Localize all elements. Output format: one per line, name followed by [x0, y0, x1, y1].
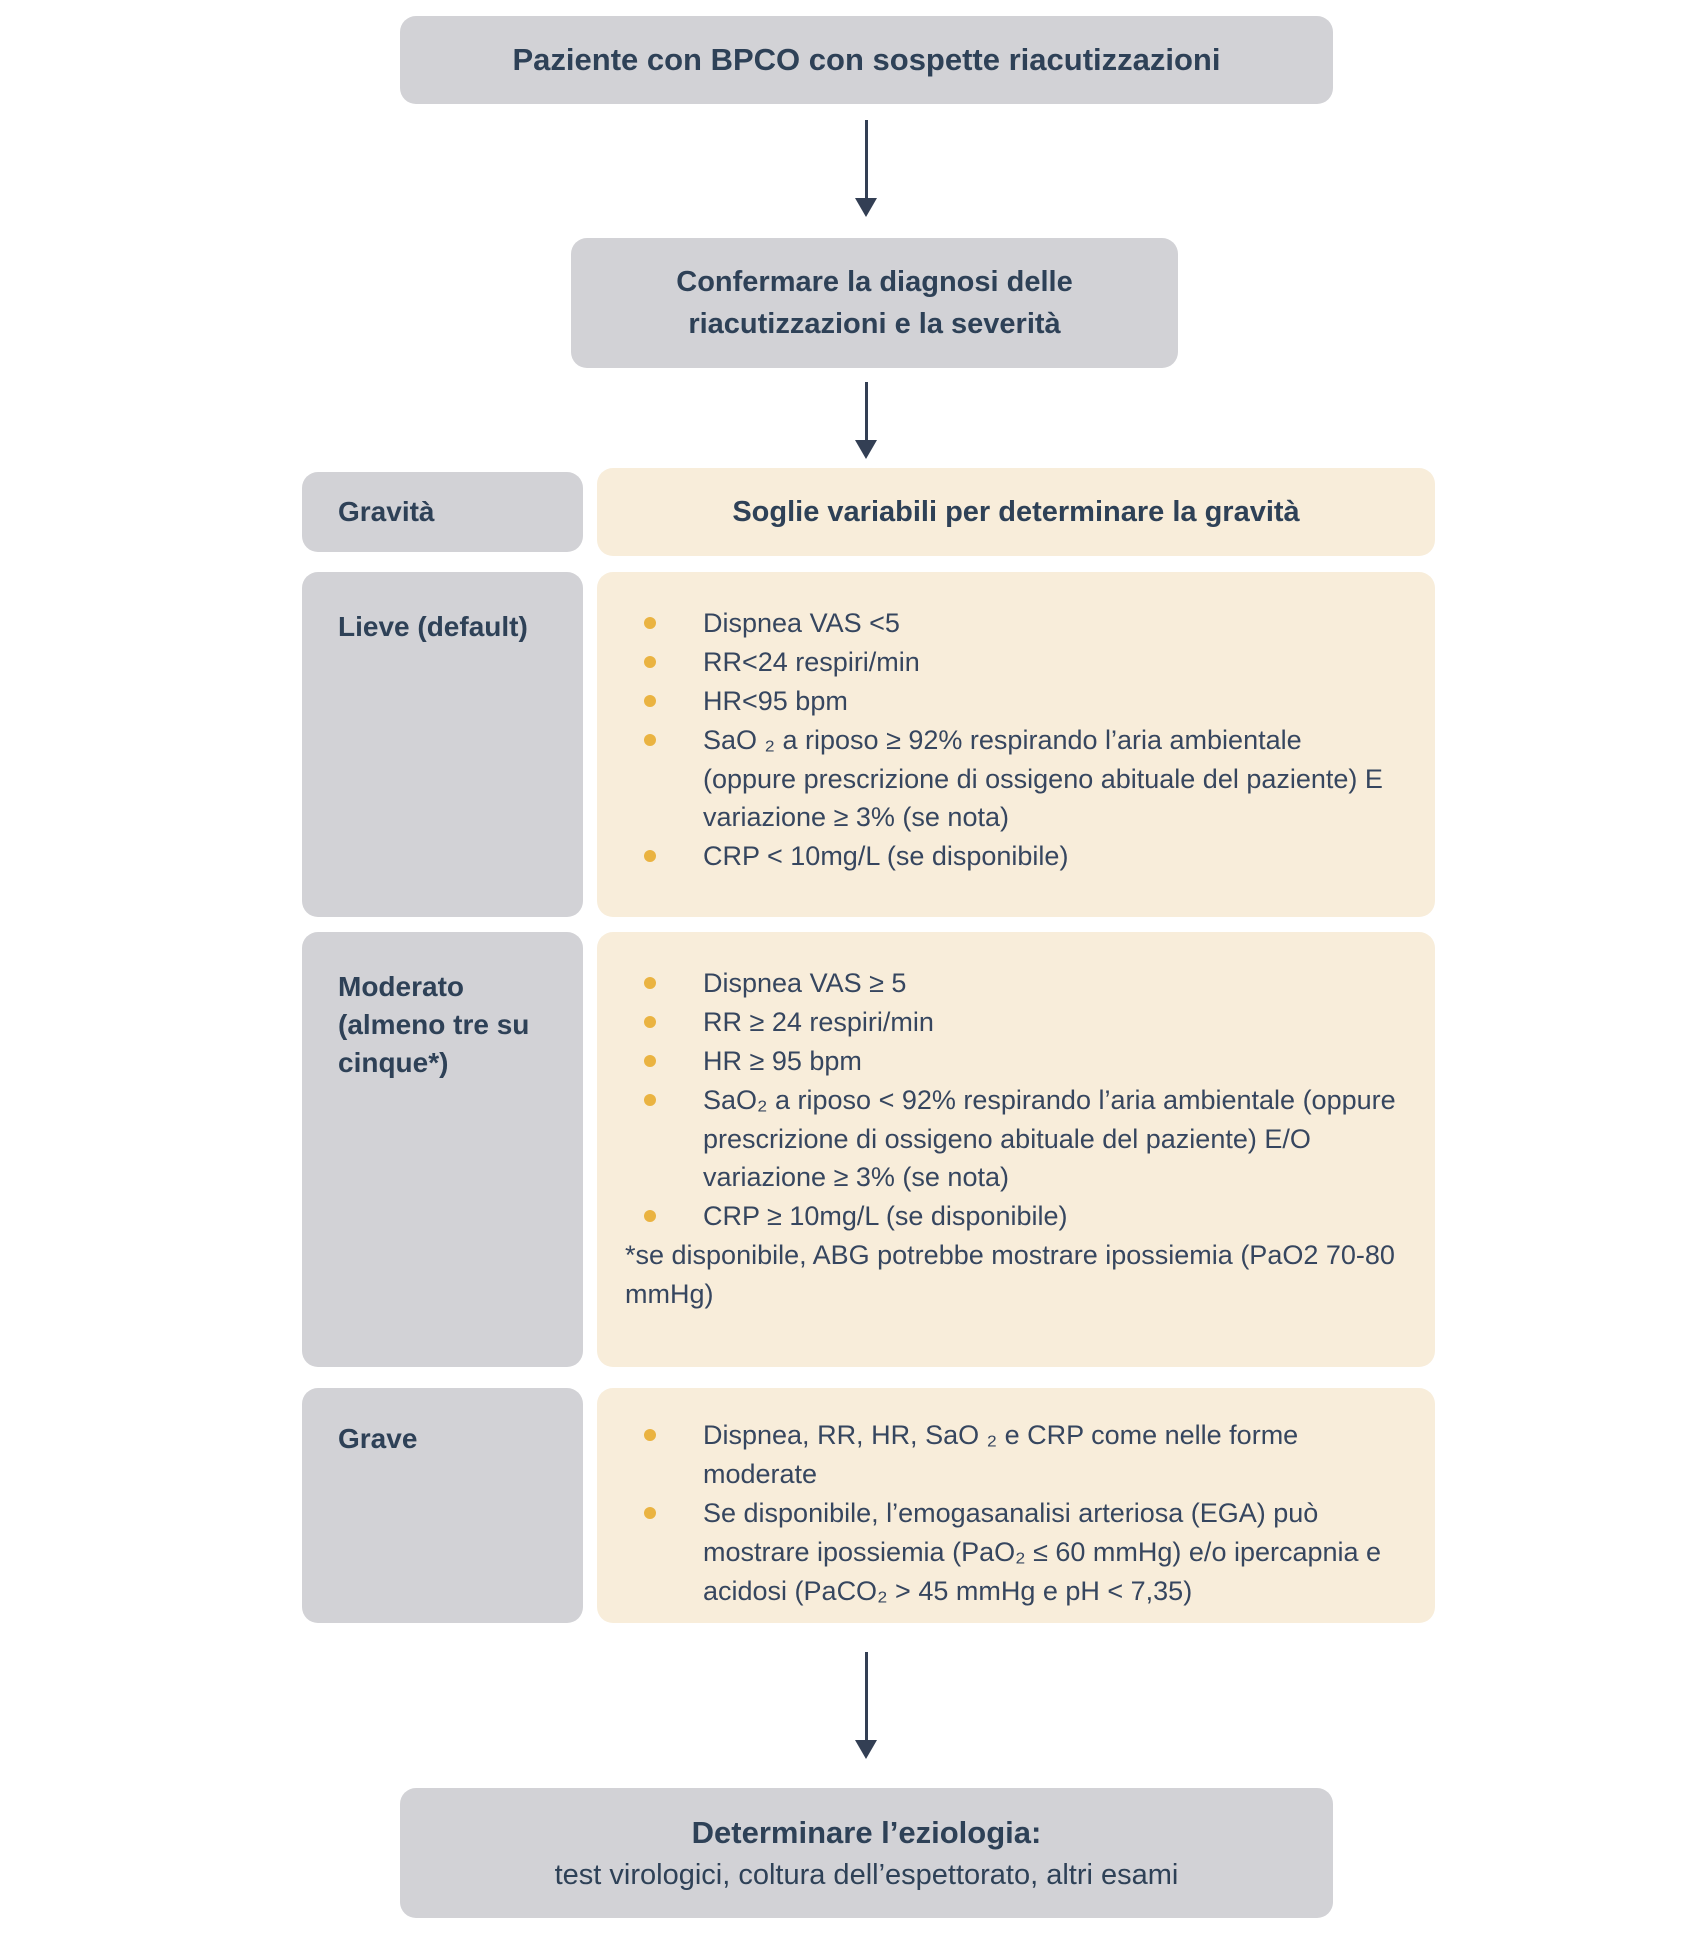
bullet-text: RR ≥ 24 respiri/min	[703, 1006, 934, 1037]
bullet-item	[597, 1416, 1397, 1494]
bullet-dot-icon	[644, 617, 656, 629]
start-node-label: Paziente con BPCO con sospette riacutizzazioni	[512, 42, 1221, 77]
row-label-moderato: Moderato (almeno tre su cinque*)	[302, 932, 583, 1367]
arrow-down-icon	[855, 1652, 877, 1759]
start-node	[400, 16, 1333, 104]
severity-header-text: Gravità	[338, 496, 435, 528]
arrow-shaft	[865, 1652, 868, 1740]
bullet-dot-icon	[644, 850, 656, 862]
bullet-text: Se disponibile, l’emogasanalisi arteriosa (EGA) può mostrare ipossiemia (PaO₂ ≤ 60 mmHg) e/o ipercapnia e acidosi (PaCO₂ > 45 mmHg e pH < 7,35)	[703, 1497, 1382, 1606]
bullet-dot-icon	[644, 695, 656, 707]
arrow-down-icon	[855, 120, 877, 217]
arrow-head	[855, 198, 877, 217]
bullet-text: Dispnea VAS ≥ 5	[703, 968, 907, 998]
row-panel-moderato	[597, 932, 1435, 1367]
arrow-shaft	[865, 120, 868, 198]
bullet-text: RR<24 respiri/min	[703, 646, 920, 677]
row-panel-grave	[597, 1388, 1435, 1623]
bullet-text: HR<95 bpm	[703, 685, 848, 716]
thresholds-column-header	[597, 468, 1435, 556]
arrow-down-icon	[855, 382, 877, 459]
bullet-text: SaO ₂ a riposo ≥ 92% respirando l’aria ambientale (oppure prescrizione di ossigeno abituale del paziente) E variazione ≥ 3% (se nota)	[703, 724, 1383, 833]
bullet-item	[597, 1042, 1397, 1081]
bullet-item	[597, 1494, 1397, 1611]
grave-bullet-list	[597, 1416, 1397, 1610]
bullet-dot-icon	[644, 1210, 656, 1222]
bullet-text: CRP < 10mg/L (se disponibile)	[703, 841, 1069, 872]
bullet-item	[597, 721, 1397, 838]
moderato-bullet-list	[597, 964, 1397, 1236]
bullet-dot-icon	[644, 977, 656, 989]
bullet-dot-icon	[644, 656, 656, 668]
bullet-text: Dispnea, RR, HR, SaO ₂ e CRP come nelle forme moderate	[703, 1420, 1299, 1489]
confirm-diagnosis-node	[571, 238, 1178, 368]
arrow-shaft	[865, 382, 868, 440]
bullet-text: SaO₂ a riposo < 92% respirando l’aria ambientale (oppure prescrizione di ossigeno abituale del paziente) E/O variazione ≥ 3% (se nota)	[703, 1084, 1396, 1193]
confirm-line-2: riacutizzazioni e la severità	[688, 308, 1061, 340]
bullet-item	[597, 682, 1397, 721]
bullet-item	[597, 1003, 1397, 1042]
bullet-item	[597, 964, 1397, 1003]
bullet-item	[597, 837, 1397, 876]
bullet-dot-icon	[644, 734, 656, 746]
bullet-item	[597, 604, 1397, 643]
bullet-item	[597, 1081, 1397, 1198]
bullet-text: HR ≥ 95 bpm	[703, 1045, 862, 1076]
bullet-dot-icon	[644, 1055, 656, 1067]
row-label-lieve: Lieve (default)	[302, 572, 583, 917]
bullet-text: CRP ≥ 10mg/L (se disponibile)	[703, 1201, 1068, 1232]
etiology-node	[400, 1788, 1333, 1918]
moderato-footnote: *se disponibile, ABG potrebbe mostrare ipossiemia (PaO2 70-80 mmHg)	[625, 1240, 1395, 1309]
row-panel-lieve	[597, 572, 1435, 917]
bullet-dot-icon	[644, 1016, 656, 1028]
bullet-text: Dispnea VAS <5	[703, 608, 900, 638]
bullet-item	[597, 1197, 1397, 1236]
row-label-grave: Grave	[302, 1388, 583, 1623]
arrow-head	[855, 1740, 877, 1759]
bullet-dot-icon	[644, 1507, 656, 1519]
bullet-dot-icon	[644, 1429, 656, 1441]
etiology-subtitle: test virologici, coltura dell’espettorato, altri esami	[554, 1858, 1179, 1891]
severity-column-header	[302, 472, 583, 552]
lieve-bullet-list	[597, 604, 1397, 876]
etiology-title: Determinare l’eziologia:	[691, 1814, 1042, 1850]
thresholds-header-text: Soglie variabili per determinare la gravità	[732, 495, 1300, 528]
confirm-line-1: Confermare la diagnosi delle	[676, 265, 1073, 298]
bullet-dot-icon	[644, 1094, 656, 1106]
arrow-head	[855, 440, 877, 459]
bullet-item	[597, 643, 1397, 682]
